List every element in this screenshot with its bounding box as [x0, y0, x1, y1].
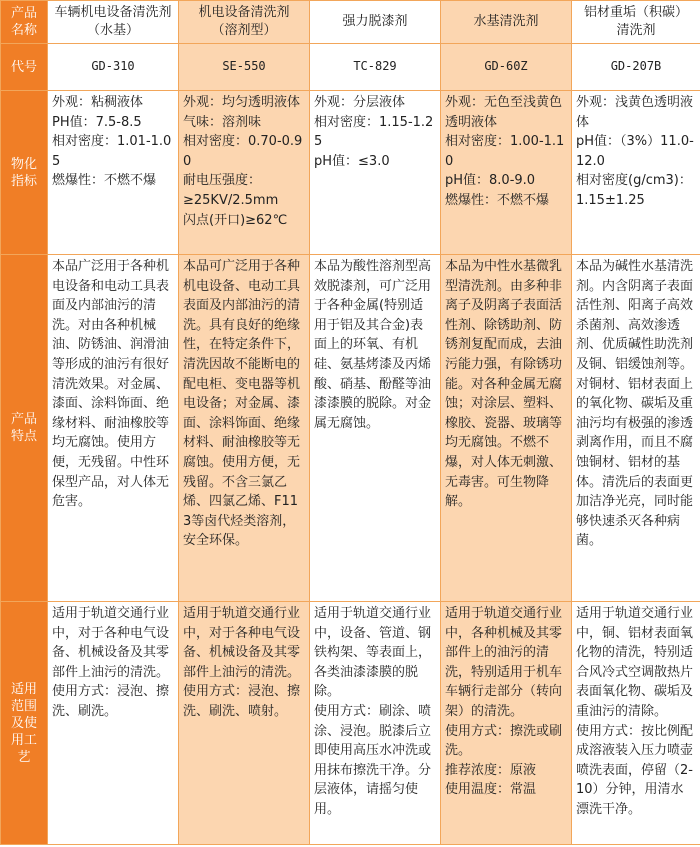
product-name-cell: 水基清洗剂 [441, 1, 572, 44]
physical-chemical-row [1, 91, 700, 255]
product-name-cell: 铝材重垢（积碳） 清洗剂 [572, 1, 700, 44]
row-label-props: 物化 指标 [1, 91, 48, 255]
props-cell: 外观：均匀透明液体 气味：溶剂味 相对密度：0.70-0.90 耐电压强度： ≥25KV/2.5mm 闪点(开口)≥62℃ [179, 91, 310, 255]
scope-cell: 适用于轨道交通行业中，对于各种电气设备、机械设备及其零部件上油污的清洗。 使用方式：浸泡、擦洗、刷洗、喷射。 [179, 602, 310, 845]
row-label-scope: 适用 范围 及使 用工 艺 [1, 602, 48, 845]
features-cell: 本品为中性水基微乳型清洗剂。由多种非离子及阴离子表面活性剂、除锈助剂、防锈剂复配而成，去油污能力强，有除锈功能。对各种金属无腐蚀；对涂层、塑料、橡胶、瓷器、玻璃等均无腐蚀。不燃不爆，对人体无刺激、无毒害。可生物降解。 [441, 255, 572, 602]
features-cell: 本品为酸性溶剂型高效脱漆剂，可广泛用于各种金属(特别适用于铝及其合金)表面上的环氧、有机硅、氨基烤漆及丙烯酸、硝基、酚醛等油漆漆膜的脱除。对金属无腐蚀。 [310, 255, 441, 602]
features-row [1, 255, 700, 602]
product-code-cell: GD-310 [48, 44, 179, 91]
scope-cell: 适用于轨道交通行业中，铜、铝材表面氧化物的清洗，特别适合风冷式空调散热片表面氧化物、碳垢及重油污的清除。 使用方式：按比例配成溶液装入压力喷壶喷洗表面，停留（2-10）分钟，用清水漂洗干净。 [572, 602, 700, 845]
features-cell: 本品为碱性水基清洗剂。内含阴离子表面活性剂、阳离子高效杀菌剂、高效渗透剂、优质碱性助洗剂及铜、铝缓蚀剂等。对铜材、铝材表面上的氧化物、碳垢及重油污均有极强的渗透剥离作用，而且不腐蚀铜材、铝材的基体。清洗后的表面更加洁净光亮，同时能够快速杀灭各种病菌。 [572, 255, 700, 602]
product-code-cell: GD-60Z [441, 44, 572, 91]
props-cell: 外观：浅黄色透明液体 pH值：（3%）11.0-12.0 相对密度(g/cm3)： 1.15±1.25 [572, 91, 700, 255]
product-code-row [1, 44, 700, 91]
props-cell: 外观：无色至浅黄色透明液体 相对密度：1.00-1.10 pH值：8.0-9.0 燃爆性：不燃不爆 [441, 91, 572, 255]
props-cell: 外观：分层液体 相对密度：1.15-1.25 pH值：≤3.0 [310, 91, 441, 255]
scope-cell: 适用于轨道交通行业中，设备、管道、钢铁构架、等表面上，各类油漆漆膜的脱除。 使用方式：刷涂、喷涂、浸泡。脱漆后立即使用高压水冲洗或用抹布擦洗干净。分层液体，请摇匀使用。 [310, 602, 441, 845]
scope-usage-row [1, 602, 700, 845]
product-name-cell: 车辆机电设备清洗剂 （水基） [48, 1, 179, 44]
product-code-cell: TC-829 [310, 44, 441, 91]
product-name-cell: 机电设备清洗剂 （溶剂型） [179, 1, 310, 44]
product-name-cell: 强力脱漆剂 [310, 1, 441, 44]
product-name-row [1, 1, 700, 44]
product-code-cell: GD-207B [572, 44, 700, 91]
row-label-code: 代号 [1, 44, 48, 91]
props-cell: 外观：粘稠液体 PH值：7.5-8.5 相对密度：1.01-1.05 燃爆性：不燃不爆 [48, 91, 179, 255]
features-cell: 本品广泛用于各种机电设备和电动工具表面及内部油污的清洗。对由各种机械油、防锈油、润滑油等形成的油污有很好清洗效果。对金属、漆面、涂料饰面、绝缘材料、耐油橡胶等均无腐蚀。使用方便，无残留。中性环保型产品，对人体无危害。 [48, 255, 179, 602]
scope-cell: 适用于轨道交通行业中，各种机械及其零部件上的油污的清洗，特别适用于机车车辆行走部分（转向架）的清洗。 使用方式：擦洗或刷洗。 推荐浓度：原液 使用温度：常温 [441, 602, 572, 845]
row-label-name: 产品 名称 [1, 1, 48, 44]
scope-cell: 适用于轨道交通行业中，对于各种电气设备、机械设备及其零部件上油污的清洗。 使用方式：浸泡、擦洗、刷洗。 [48, 602, 179, 845]
product-code-cell: SE-550 [179, 44, 310, 91]
features-cell: 本品可广泛用于各种机电设备、电动工具表面及内部油污的清洗。具有良好的绝缘性，在特定条件下，清洗因故不能断电的配电柜、变电器等机电设备；对金属、漆面、涂料饰面、绝缘材料、耐油橡胶等无腐蚀。使用方便，无残留。不含三氯乙烯、四氯乙烯、F113等卤代烃类溶剂，安全环保。 [179, 255, 310, 602]
row-label-features: 产品 特点 [1, 255, 48, 602]
